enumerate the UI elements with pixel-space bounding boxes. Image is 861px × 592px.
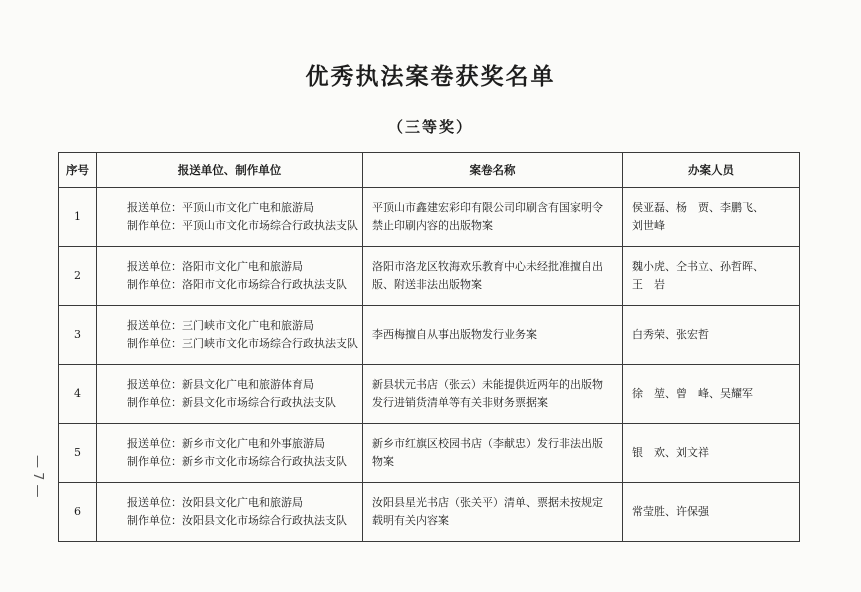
units-cell bbox=[97, 424, 363, 483]
case-name-line: 李西梅擅自从事出版物发行业务案 bbox=[372, 328, 537, 341]
page-title: 优秀执法案卷获奖名单 bbox=[305, 64, 556, 90]
case-name-line: 新县状元书店（张云）未能提供近两年的出版物 bbox=[372, 378, 603, 391]
make-unit: 制作单位：汝阳县文化市场综合行政执法支队 bbox=[127, 514, 347, 527]
staff-line: 侯亚磊、杨 贾、李鹏飞、 bbox=[632, 201, 764, 214]
row-number: 5 bbox=[59, 424, 97, 483]
header-num: 序号 bbox=[59, 153, 97, 188]
staff-line: 白秀荣、张宏哲 bbox=[632, 328, 709, 341]
case-name-cell bbox=[363, 188, 623, 247]
make-unit: 制作单位：洛阳市文化市场综合行政执法支队 bbox=[127, 278, 347, 291]
units-cell bbox=[97, 365, 363, 424]
staff-cell bbox=[623, 188, 800, 247]
table-header-row bbox=[59, 153, 800, 188]
page-number: — 7 — bbox=[30, 455, 45, 498]
report-unit: 报送单位：新乡市文化广电和外事旅游局 bbox=[127, 437, 325, 450]
make-unit: 制作单位：新县文化市场综合行政执法支队 bbox=[127, 396, 336, 409]
award-table bbox=[58, 152, 800, 542]
case-name-cell bbox=[363, 424, 623, 483]
table-row bbox=[59, 306, 800, 365]
staff-cell bbox=[623, 483, 800, 542]
report-unit: 报送单位：三门峡市文化广电和旅游局 bbox=[127, 319, 314, 332]
table-row bbox=[59, 483, 800, 542]
case-name-line: 洛阳市洛龙区牧海欢乐教育中心未经批准擅自出 bbox=[372, 260, 603, 273]
case-name-line: 发行进销货清单等有关非财务票据案 bbox=[372, 396, 548, 409]
report-unit: 报送单位：洛阳市文化广电和旅游局 bbox=[127, 260, 303, 273]
staff-line: 刘世峰 bbox=[632, 219, 665, 232]
row-number: 1 bbox=[59, 188, 97, 247]
units-cell bbox=[97, 483, 363, 542]
row-number: 4 bbox=[59, 365, 97, 424]
case-name-line: 平顶山市鑫建宏彩印有限公司印刷含有国家明令 bbox=[372, 201, 603, 214]
case-name-line: 版、附送非法出版物案 bbox=[372, 278, 482, 291]
case-name-cell bbox=[363, 365, 623, 424]
case-name-line: 禁止印刷内容的出版物案 bbox=[372, 219, 493, 232]
staff-line: 银 欢、刘文祥 bbox=[632, 446, 709, 459]
table-row bbox=[59, 365, 800, 424]
units-cell bbox=[97, 188, 363, 247]
table-row bbox=[59, 188, 800, 247]
case-name-cell bbox=[363, 306, 623, 365]
page-subtitle: （三等奖） bbox=[387, 118, 473, 136]
row-number: 6 bbox=[59, 483, 97, 542]
case-name-line: 物案 bbox=[372, 455, 394, 468]
case-name-line: 汝阳县星光书店（张关平）清单、票据未按规定 bbox=[372, 496, 603, 509]
staff-cell bbox=[623, 365, 800, 424]
report-unit: 报送单位：汝阳县文化广电和旅游局 bbox=[127, 496, 303, 509]
units-cell bbox=[97, 306, 363, 365]
case-name-line: 新乡市红旗区校园书店（李献忠）发行非法出版 bbox=[372, 437, 603, 450]
row-number: 2 bbox=[59, 247, 97, 306]
case-name-cell bbox=[363, 483, 623, 542]
staff-line: 魏小虎、仝书立、孙哲晖、 bbox=[632, 260, 764, 273]
row-number: 3 bbox=[59, 306, 97, 365]
case-name-cell bbox=[363, 247, 623, 306]
header-case-name: 案卷名称 bbox=[363, 153, 623, 188]
units-cell bbox=[97, 247, 363, 306]
staff-cell bbox=[623, 247, 800, 306]
header-staff: 办案人员 bbox=[623, 153, 800, 188]
staff-line: 徐 堃、曾 峰、吴耀军 bbox=[632, 387, 753, 400]
staff-line: 王 岩 bbox=[632, 278, 665, 291]
case-name-line: 载明有关内容案 bbox=[372, 514, 449, 527]
make-unit: 制作单位：三门峡市文化市场综合行政执法支队 bbox=[127, 337, 358, 350]
report-unit: 报送单位：平顶山市文化广电和旅游局 bbox=[127, 201, 314, 214]
staff-cell bbox=[623, 306, 800, 365]
table-row bbox=[59, 247, 800, 306]
report-unit: 报送单位：新县文化广电和旅游体育局 bbox=[127, 378, 314, 391]
header-units: 报送单位、制作单位 bbox=[97, 153, 363, 188]
table-body bbox=[59, 188, 800, 542]
make-unit: 制作单位：新乡市文化市场综合行政执法支队 bbox=[127, 455, 347, 468]
make-unit: 制作单位：平顶山市文化市场综合行政执法支队 bbox=[127, 219, 358, 232]
staff-line: 常莹胜、许保强 bbox=[632, 505, 709, 518]
staff-cell bbox=[623, 424, 800, 483]
table-row bbox=[59, 424, 800, 483]
